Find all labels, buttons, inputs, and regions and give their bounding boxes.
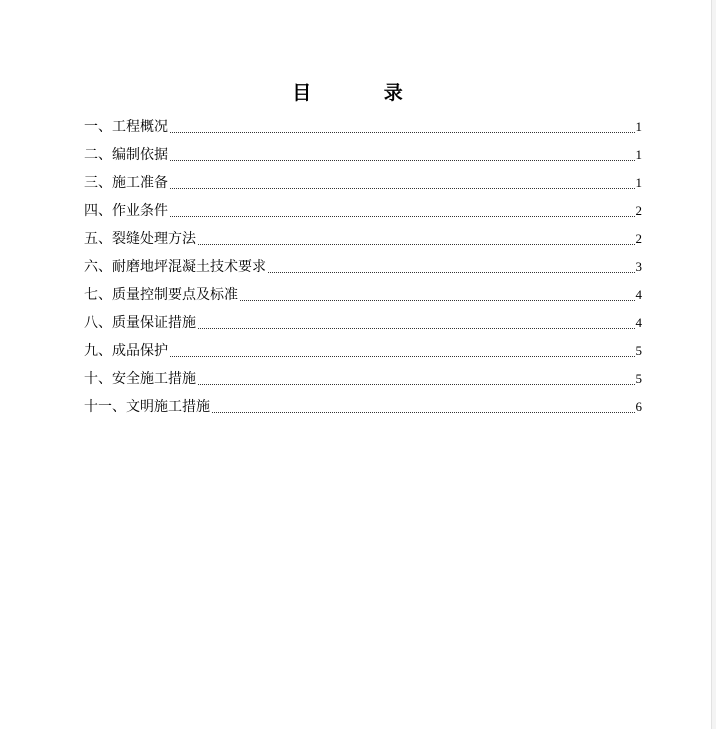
toc-title: 目 录 xyxy=(292,82,436,104)
dot-leader xyxy=(170,131,635,133)
toc-entry-quality-control[interactable] xyxy=(84,281,642,309)
dot-leader xyxy=(170,187,635,189)
toc-entry-label: 九、成品保护 xyxy=(84,343,168,359)
toc-entry-label: 四、作业条件 xyxy=(84,203,168,219)
toc-entry-label: 六、耐磨地坪混凝土技术要求 xyxy=(84,259,266,275)
page-shadow xyxy=(712,0,716,729)
dot-leader xyxy=(198,327,635,329)
toc-entry-basis[interactable] xyxy=(84,141,642,169)
toc-entry-label: 二、编制依据 xyxy=(84,147,168,163)
toc-entry-crack-treatment[interactable] xyxy=(84,225,642,253)
toc-entry-label: 八、质量保证措施 xyxy=(84,315,196,331)
toc-entry-quality-assurance[interactable] xyxy=(84,309,642,337)
toc-entry-project-overview[interactable] xyxy=(84,113,642,141)
dot-leader xyxy=(170,215,635,217)
toc-entry-preparation[interactable] xyxy=(84,169,642,197)
toc-page-number: 2 xyxy=(635,231,642,246)
dot-leader xyxy=(240,299,635,301)
dot-leader xyxy=(268,271,635,273)
toc-page-number: 2 xyxy=(635,203,642,218)
toc-page-number: 1 xyxy=(635,175,642,190)
dot-leader xyxy=(198,383,635,385)
toc-entry-conditions[interactable] xyxy=(84,197,642,225)
toc-page-number: 1 xyxy=(635,147,642,162)
toc-page-number: 3 xyxy=(635,259,642,274)
dot-leader xyxy=(212,411,635,413)
toc-entry-label: 五、裂缝处理方法 xyxy=(84,231,196,247)
dot-leader xyxy=(170,355,635,357)
toc-entry-concrete-requirements[interactable] xyxy=(84,253,642,281)
table-of-contents xyxy=(84,113,642,421)
toc-page-number: 5 xyxy=(635,343,642,358)
toc-entry-label: 十一、文明施工措施 xyxy=(84,399,210,415)
toc-page-number: 1 xyxy=(635,119,642,134)
toc-entry-label: 一、工程概况 xyxy=(84,119,168,135)
toc-entry-label: 三、施工准备 xyxy=(84,175,168,191)
toc-page-number: 4 xyxy=(635,287,642,302)
toc-entry-label: 十、安全施工措施 xyxy=(84,371,196,387)
toc-entry-civilized-construction[interactable] xyxy=(84,393,642,421)
toc-page-number: 5 xyxy=(635,371,642,386)
dot-leader xyxy=(170,159,635,161)
toc-entry-safety-measures[interactable] xyxy=(84,365,642,393)
toc-entry-label: 七、质量控制要点及标准 xyxy=(84,287,238,303)
toc-page-number: 4 xyxy=(635,315,642,330)
toc-page-number: 6 xyxy=(635,399,642,414)
toc-entry-product-protection[interactable] xyxy=(84,337,642,365)
dot-leader xyxy=(198,243,635,245)
